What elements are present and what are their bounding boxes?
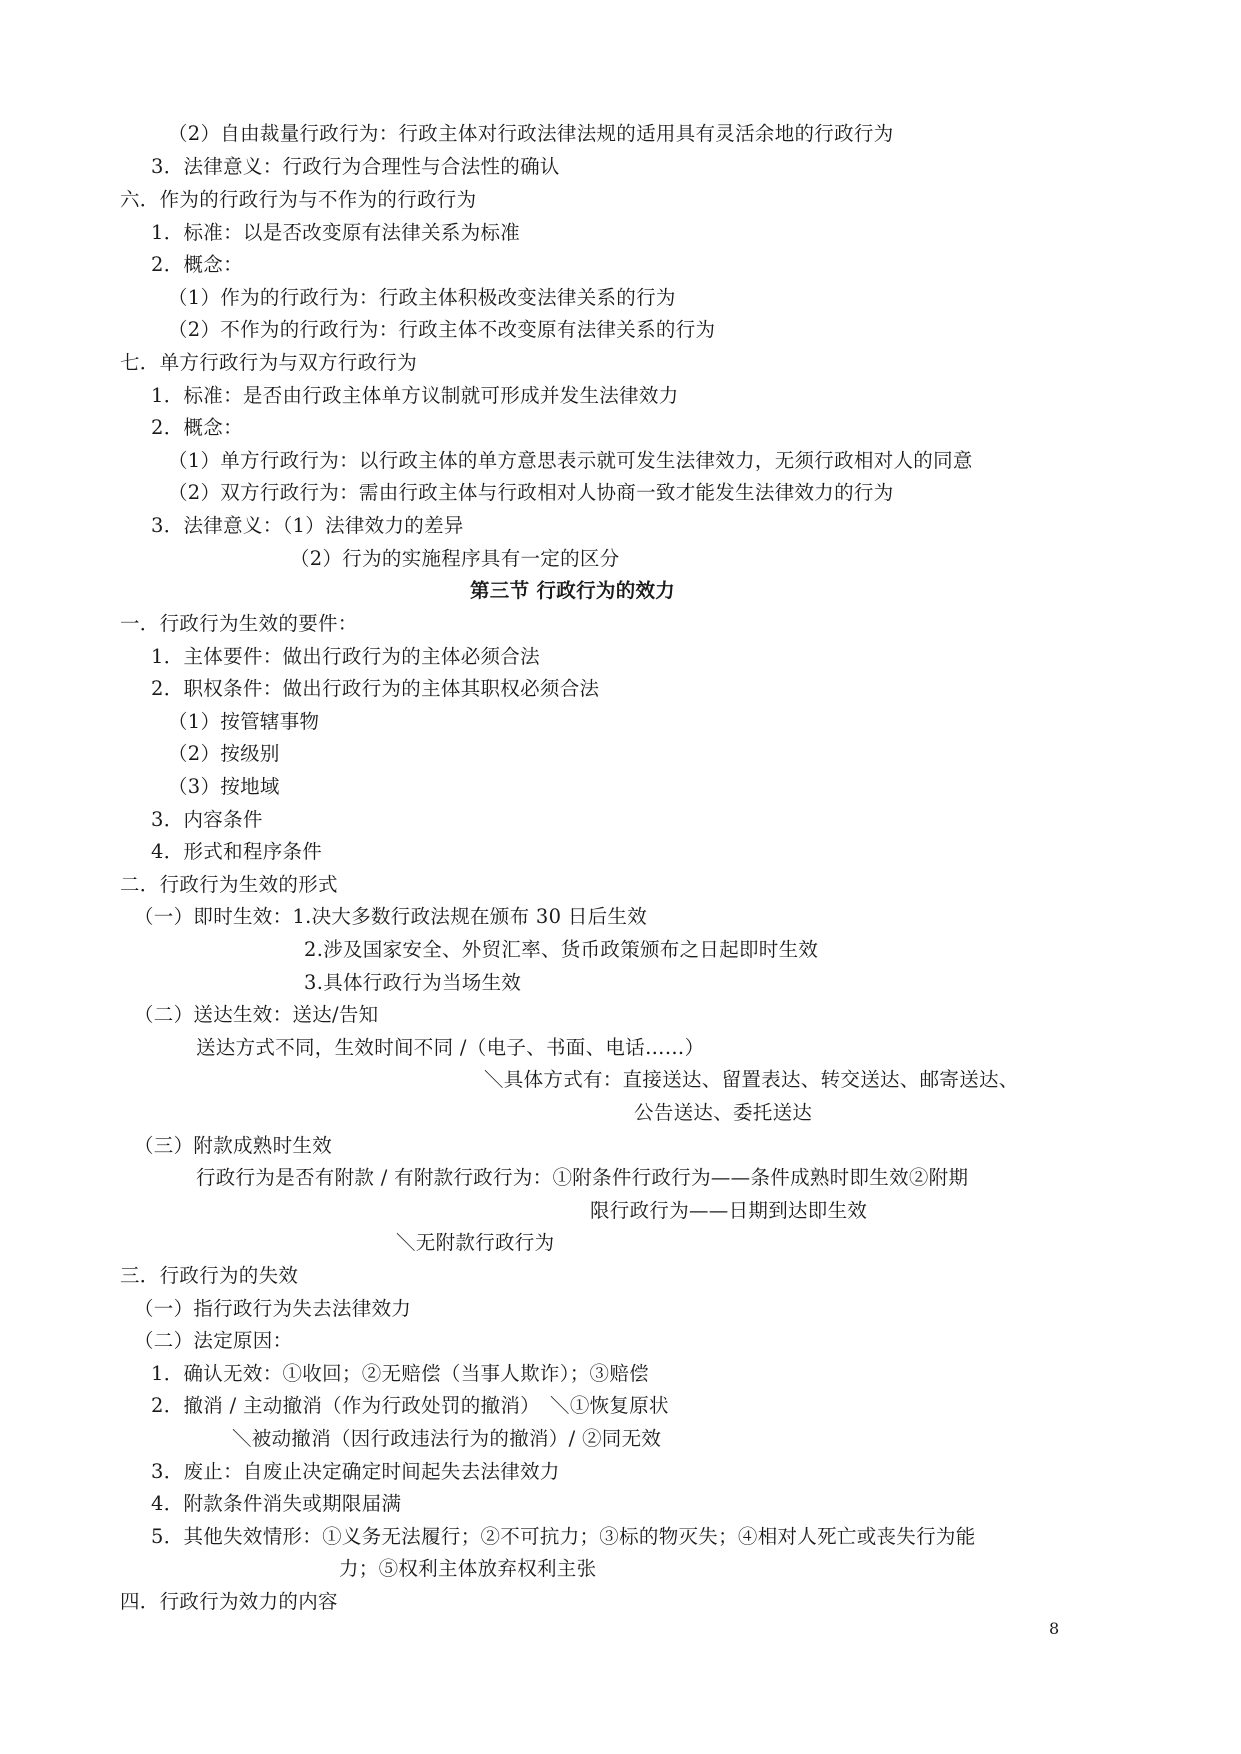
text-line: （一）指行政行为失去法律效力	[134, 1297, 412, 1320]
text-line: 送达方式不同，生效时间不同 /（电子、书面、电话……）	[196, 1036, 705, 1059]
text-line: 3.具体行政行为当场生效	[304, 971, 522, 994]
text-line: 2．概念：	[151, 416, 243, 439]
text-line: 1．标准：是否由行政主体单方议制就可形成并发生法律效力	[151, 384, 679, 407]
section-heading: 四．行政行为效力的内容	[120, 1590, 338, 1613]
chapter-section-title: 第三节 行政行为的效力	[470, 579, 676, 602]
text-line: 1．确认无效：①收回；②无赔偿（当事人欺诈）；③赔偿	[151, 1362, 649, 1385]
text-line: （三）附款成熟时生效	[134, 1134, 333, 1157]
text-line: （2）按级别	[168, 742, 280, 765]
page-number: 8	[1049, 1619, 1060, 1638]
text-line: （二）法定原因：	[134, 1329, 293, 1352]
text-line: ＼无附款行政行为	[396, 1231, 555, 1254]
text-line: （1）单方行政行为：以行政主体的单方意思表示就可发生法律效力，无须行政相对人的同意	[168, 449, 973, 472]
text-line: 3．法律意义：（1）法律效力的差异	[151, 514, 464, 537]
text-line: （3）按地域	[168, 775, 280, 798]
text-line: 2．职权条件：做出行政行为的主体其职权必须合法	[151, 677, 600, 700]
text-line: 4．形式和程序条件	[151, 840, 323, 863]
text-line: （1）作为的行政行为：行政主体积极改变法律关系的行为	[168, 286, 676, 309]
text-line: 4．附款条件消失或期限届满	[151, 1492, 402, 1515]
text-line: 3．废止：自废止决定确定时间起失去法律效力	[151, 1460, 560, 1483]
text-line: 2.涉及国家安全、外贸汇率、货币政策颁布之日起即时生效	[304, 938, 819, 961]
text-line: 公告送达、委托送达	[634, 1101, 813, 1124]
text-line: （1）按管辖事物	[168, 710, 320, 733]
text-line: （一）即时生效：1.决大多数行政法规在颁布 30 日后生效	[134, 905, 648, 928]
text-line: （2）自由裁量行政行为：行政主体对行政法律法规的适用具有灵活余地的行政行为	[168, 122, 894, 145]
text-line: （二）送达生效：送达/告知	[134, 1003, 379, 1026]
text-line: （2）不作为的行政行为：行政主体不改变原有法律关系的行为	[168, 318, 716, 341]
section-heading: 六．作为的行政行为与不作为的行政行为	[120, 188, 477, 211]
section-heading: 二．行政行为生效的形式	[120, 873, 338, 896]
text-line: ＼具体方式有：直接送达、留置表达、转交送达、邮寄送达、	[484, 1068, 1019, 1091]
text-line: 1．标准：以是否改变原有法律关系为标准	[151, 221, 521, 244]
text-line: 1．主体要件：做出行政行为的主体必须合法	[151, 645, 540, 668]
text-line: 力；⑤权利主体放弃权利主张	[339, 1557, 597, 1580]
text-line: ＼被动撤消（因行政违法行为的撤消）/ ②同无效	[232, 1427, 662, 1450]
text-line: （2）双方行政行为：需由行政主体与行政相对人协商一致才能发生法律效力的行为	[168, 481, 894, 504]
text-line: 行政行为是否有附款 / 有附款行政行为：①附条件行政行为——条件成熟时即生效②附期	[196, 1166, 969, 1189]
text-line: 3．内容条件	[151, 808, 263, 831]
section-heading: 三．行政行为的失效	[120, 1264, 299, 1287]
text-line: （2）行为的实施程序具有一定的区分	[290, 547, 620, 570]
text-line: 2．撤消 / 主动撤消（作为行政处罚的撤消） ＼①恢复原状	[151, 1394, 669, 1417]
section-heading: 七．单方行政行为与双方行政行为	[120, 351, 418, 374]
text-line: 5．其他失效情形：①义务无法履行；②不可抗力；③标的物灭失；④相对人死亡或丧失行为能	[151, 1525, 976, 1548]
text-line: 2．概念：	[151, 253, 243, 276]
text-line: 限行政行为——日期到达即生效	[590, 1199, 868, 1222]
text-line: 3．法律意义：行政行为合理性与合法性的确认	[151, 155, 560, 178]
section-heading: 一．行政行为生效的要件：	[120, 612, 358, 635]
